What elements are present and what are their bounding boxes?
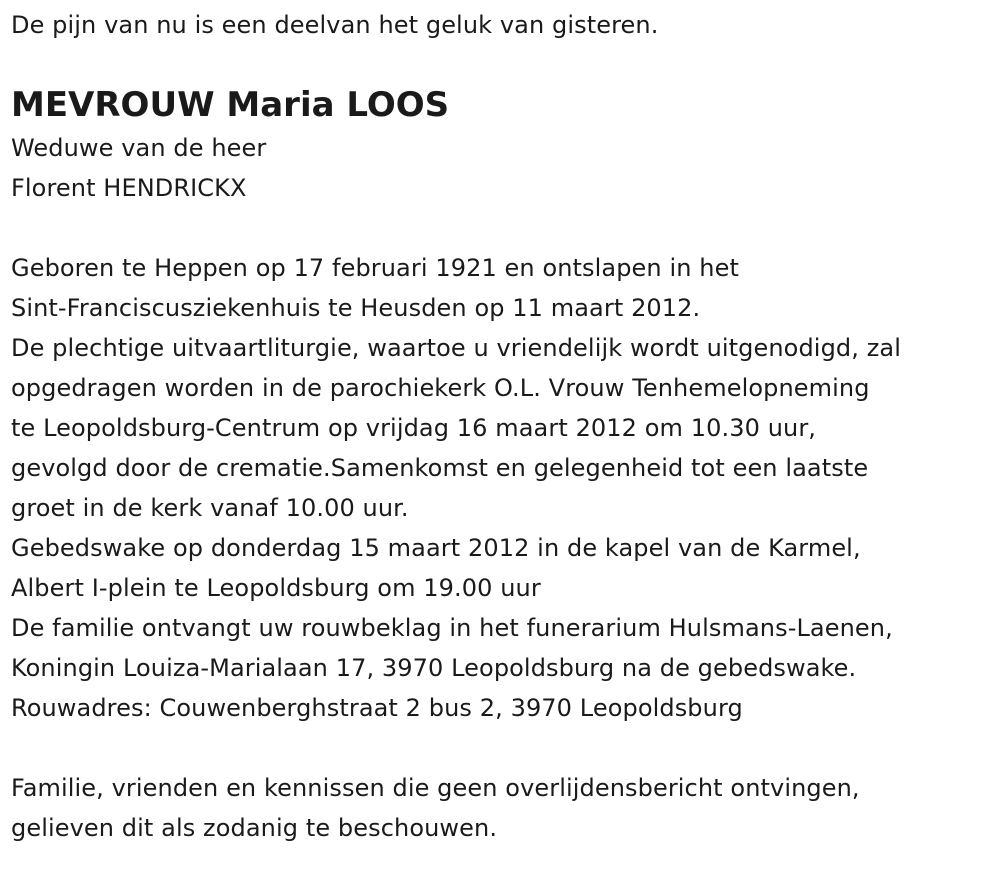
details-line: groet in de kerk vanaf 10.00 uur. xyxy=(11,494,409,522)
closing-line: Familie, vrienden en kennissen die geen overlijdensbericht ontvingen, xyxy=(11,774,860,802)
details-line: Gebedswake op donderdag 15 maart 2012 in de kapel van de Karmel, xyxy=(11,534,861,562)
details-line: De plechtige uitvaartliturgie, waartoe u vriendelijk wordt uitgenodigd, zal xyxy=(11,334,901,362)
closing-paragraph xyxy=(11,768,996,848)
details-line: opgedragen worden in de parochiekerk O.L. Vrouw Tenhemelopneming xyxy=(11,374,870,402)
details-line: gevolgd door de crematie.Samenkomst en gelegenheid tot een laatste xyxy=(11,454,869,482)
closing-line: gelieven dit als zodanig te beschouwen. xyxy=(11,814,498,842)
motto-quote: De pijn van nu is een deelvan het geluk van gisteren. xyxy=(11,11,659,39)
deceased-name: MEVROUW Maria LOOS xyxy=(11,85,450,125)
obituary-notice xyxy=(11,5,996,848)
spouse-line: Weduwe van de heer xyxy=(11,134,267,162)
details-paragraph xyxy=(11,248,996,728)
details-line: Albert I-plein te Leopoldsburg om 19.00 uur xyxy=(11,574,541,602)
details-line: Sint-Franciscusziekenhuis te Heusden op 11 maart 2012. xyxy=(11,294,701,322)
details-line: Geboren te Heppen op 17 februari 1921 en ontslapen in het xyxy=(11,254,739,282)
spouse-line: Florent HENDRICKX xyxy=(11,174,247,202)
details-line: De familie ontvangt uw rouwbeklag in het funerarium Hulsmans-Laenen, xyxy=(11,614,893,642)
spacer xyxy=(11,728,996,768)
details-line: Rouwadres: Couwenberghstraat 2 bus 2, 3970 Leopoldsburg xyxy=(11,694,743,722)
details-line: te Leopoldsburg-Centrum op vrijdag 16 maart 2012 om 10.30 uur, xyxy=(11,414,817,442)
spacer xyxy=(11,208,996,248)
details-line: Koningin Louiza-Marialaan 17, 3970 Leopoldsburg na de gebedswake. xyxy=(11,654,857,682)
spouse-info xyxy=(11,128,996,208)
